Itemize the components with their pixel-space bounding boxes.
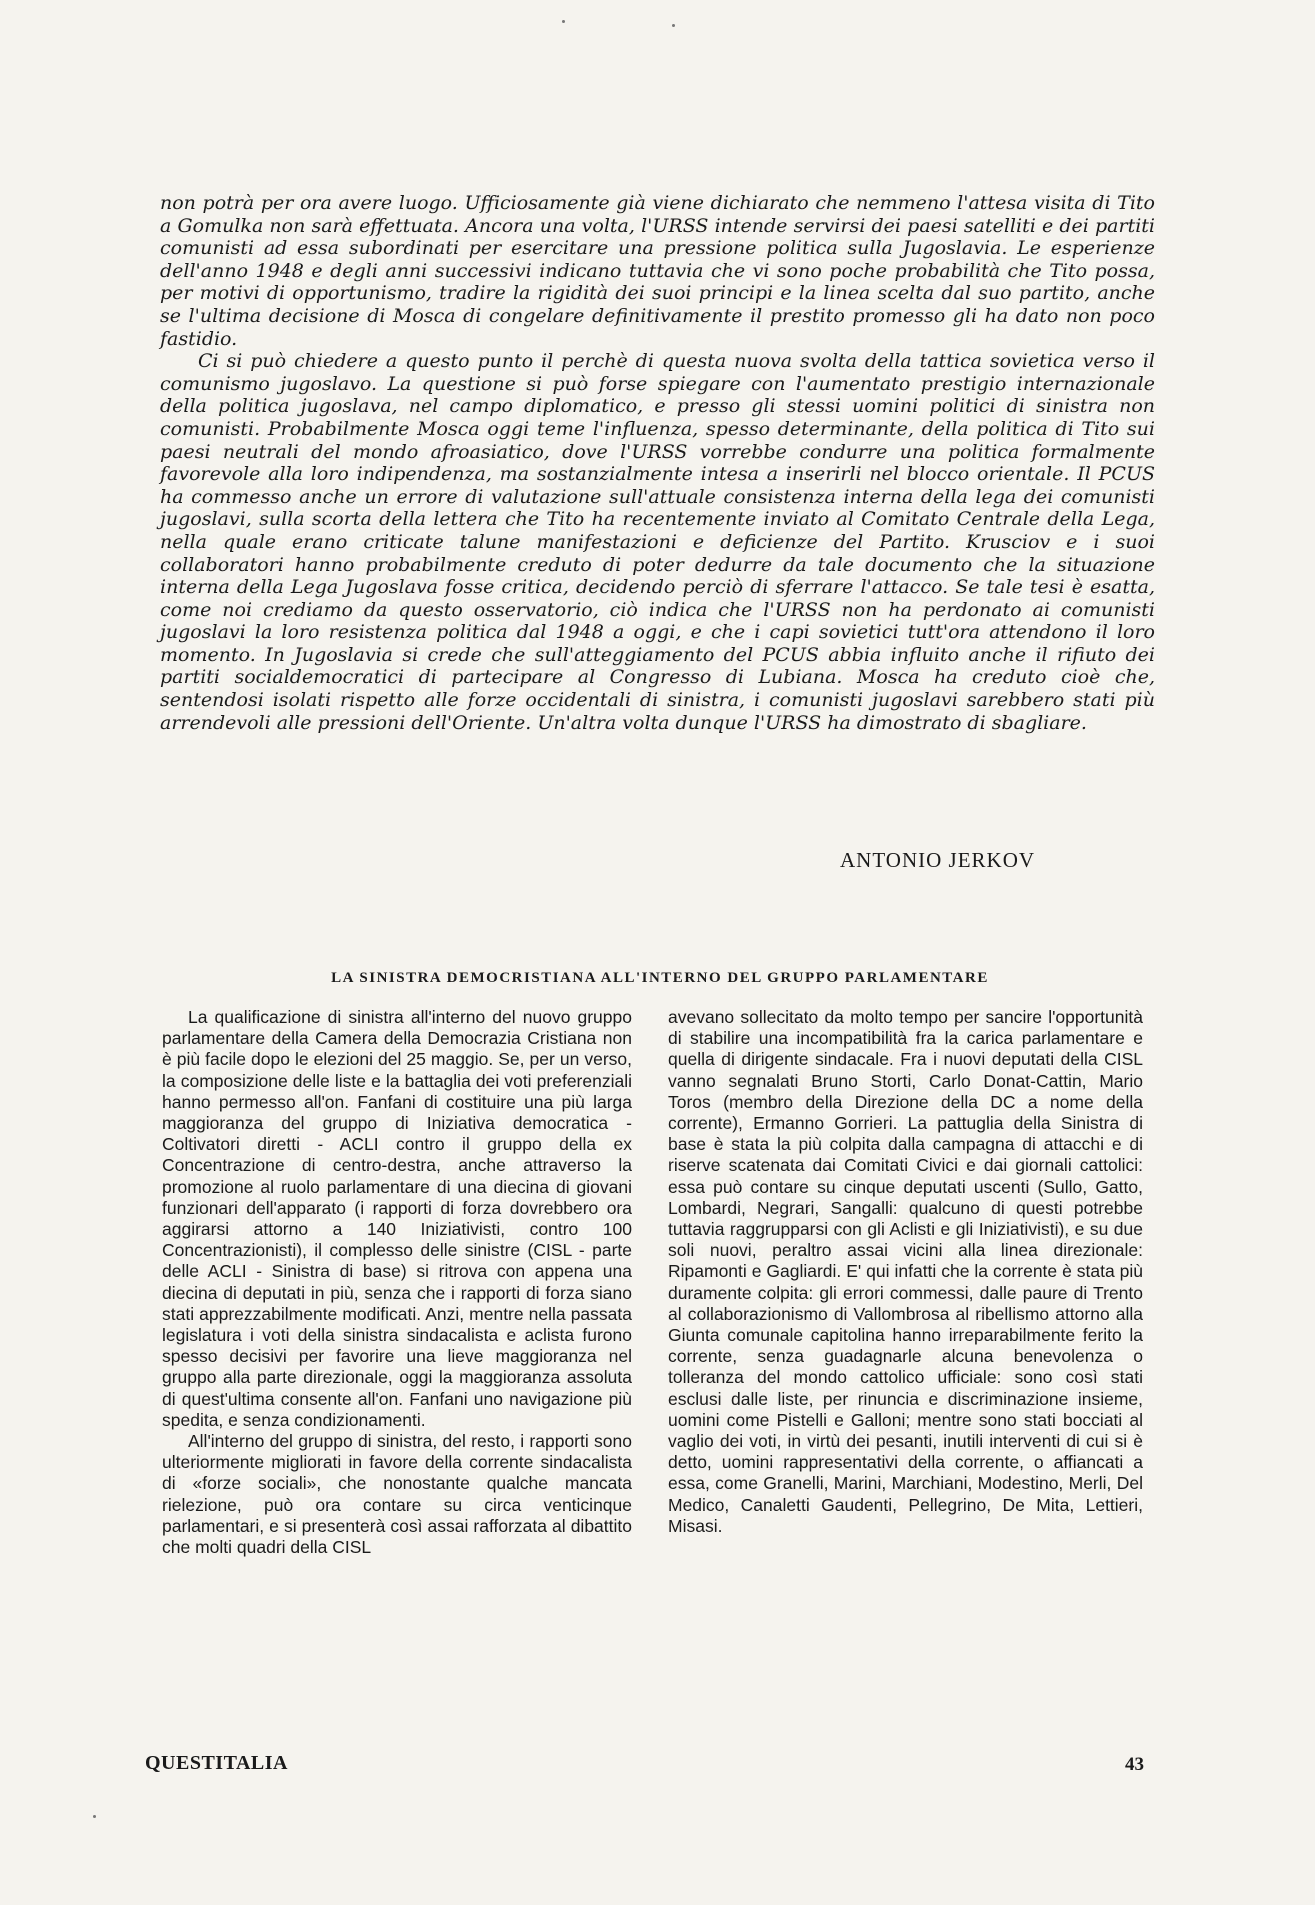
page-number: 43 [1125, 1754, 1144, 1775]
column-paragraph: La qualificazione di sinistra all'interno del nuovo gruppo parlamentare della Camera della Democrazia Cristiana non è più facile dopo le elezioni del 25 maggio. Se, per un verso, la composizione delle liste e la battaglia dei voti preferenziali hanno permesso all'on. Fanfani di costituire una più larga maggioranza del gruppo di Iniziativa democratica - Coltivatori diretti - ACLI contro il gruppo della ex Concentrazione di centro-destra, anche attraverso la promozione al ruolo parlamentare di una diecina di giovani funzionari dell'apparato (i rapporti di forza dovrebbero ora aggirarsi attorno a 140 Iniziativisti, contro 100 Concentrazionisti), il complesso delle sinistre (CISL - parte delle ACLI - Sinistra di base) si ritrova con appena una diecina di deputati in più, senza che i rapporti di forza siano stati apprezzabilmente modificati. Anzi, mentre nella passata legislatura i voti della sinistra sindacalista e aclista furono spesso decisivi per favorire una lieve maggioranza nel gruppo alla parte direzionale, oggi la maggioranza assoluta di quest'ultima consente all'on. Fanfani uno navigazione più spedita, e senza condizionamenti. [162, 1007, 632, 1430]
right-column [668, 1007, 1143, 1537]
column-paragraph: All'interno del gruppo di sinistra, del resto, i rapporti sono ulteriormente migliorati in favore della corrente sindacalista di «forze sociali», che nonostante qualche mancata rielezione, può ora contare su circa venticinque parlamentari, e si presenterà così assai rafforzata al dibattito che molti quadri della CISL [162, 1431, 632, 1558]
left-column [162, 1007, 632, 1558]
article-continuation [160, 192, 1155, 734]
article-paragraph: Ci si può chiedere a questo punto il perchè di questa nuova svolta della tattica sovietica verso il comunismo jugoslavo. La questione si può forse spiegare con l'aumentato prestigio internazionale della politica jugoslava, nel campo diplomatico, e presso gli stessi uomini politici di sinistra non comunisti. Probabilmente Mosca oggi teme l'influenza, spesso determinante, della politica di Tito sui paesi neutrali del mondo afroasiatico, dove l'URSS vorrebbe condurre una politica formalmente favorevole alla loro indipendenza, ma sostanzialmente intesa a inserirli nel blocco orientale. Il PCUS ha commesso anche un errore di valutazione sull'attuale consistenza interna della lega dei comunisti jugoslavi, sulla scorta della lettera che Tito ha recentemente inviato al Comitato Centrale della Lega, nella quale erano criticate talune manifestazioni e deficienze del Partito. Krusciov e i suoi collaboratori hanno probabilmente creduto di poter dedurre da tale documento che la situazione interna della Lega Jugoslava fosse critica, decidendo perciò di sferrare l'attacco. Se tale tesi è esatta, come noi crediamo da questo osservatorio, ciò indica che l'URSS non ha perdonato ai comunisti jugoslavi la loro resistenza politica dal 1948 a oggi, e che i capi sovietici tutt'ora attendono il loro momento. In Jugoslavia si crede che sull'atteggiamento del PCUS abbia influito anche il rifiuto dei partiti socialdemocratici di partecipare al Congresso di Lubiana. Mosca ha creduto cioè che, sentendosi isolati rispetto alle forze occidentali di sinistra, i comunisti jugoslavi sarebbero stati più arrendevoli alle pressioni dell'Oriente. Un'altra volta dunque l'URSS ha dimostrato di sbagliare. [160, 350, 1155, 734]
article-paragraph: non potrà per ora avere luogo. Ufficiosamente già viene dichiarato che nemmeno l'attesa visita di Tito a Gomulka non sarà effettuata. Ancora una volta, l'URSS intende servirsi dei paesi satelliti e dei partiti comunisti ad essa subordinati per esercitare una pressione politica sulla Jugoslavia. Le esperienze dell'anno 1948 e degli anni successivi indicano tuttavia che vi sono poche probabilità che Tito possa, per motivi di opportunismo, tradire la rigidità dei suoi principi e la linea scelta dal suo partito, anche se l'ultima decisione di Mosca di congelare definitivamente il prestito promesso gli ha dato non poco fastidio. [160, 192, 1155, 350]
scan-speck [562, 20, 565, 23]
scan-speck [672, 24, 675, 27]
author-signature: ANTONIO JERKOV [840, 848, 1036, 872]
column-paragraph: avevano sollecitato da molto tempo per sancire l'opportunità di stabilire una incompatibilità fra la carica parlamentare e quella di dirigente sindacale. Fra i nuovi deputati della CISL vanno segnalati Bruno Storti, Carlo Donat-Cattin, Mario Toros (membro della Direzione della DC a nome della corrente), Ermanno Gorrieri. La pattuglia della Sinistra di base è stata la più colpita dalla campagna di attacchi e di riserve scatenata dai Comitati Civici e dai giornali cattolici: essa può contare su cinque deputati uscenti (Sullo, Gatto, Lombardi, Negrari, Sangalli: qualcuno di questi potrebbe tuttavia raggrupparsi con gli Aclisti e gli Iniziativisti), e su due soli nuovi, peraltro assai vicini alla linea direzionale: Ripamonti e Gagliardi. E' qui infatti che la corrente è stata più duramente colpita: gli errori commessi, dalle paure di Trento al collaborazionismo di Vallombrosa al ribellismo attorno alla Giunta comunale capitolina hanno irreparabilmente ferito la corrente, senza guadagnarle alcuna benevolenza o tolleranza del mondo cattolico ufficiale: sono così stati esclusi dalle liste, per rinuncia e discriminazione insieme, uomini come Pistelli e Galloni; mentre sono stati bocciati al vaglio dei voti, in virtù dei pesanti, inutili interventi di cui si è detto, uomini rappresentativi della corrente, o affiancati a essa, come Granelli, Marini, Marchiani, Modestino, Merli, Del Medico, Canaletti Gaudenti, Pellegrino, De Mita, Lettieri, Misasi. [668, 1007, 1143, 1536]
scan-speck [93, 1815, 96, 1818]
article-heading: LA SINISTRA DEMOCRISTIANA ALL'INTERNO DEL GRUPPO PARLAMENTARE [331, 970, 989, 986]
magazine-name: QUESTITALIA [145, 1752, 288, 1774]
